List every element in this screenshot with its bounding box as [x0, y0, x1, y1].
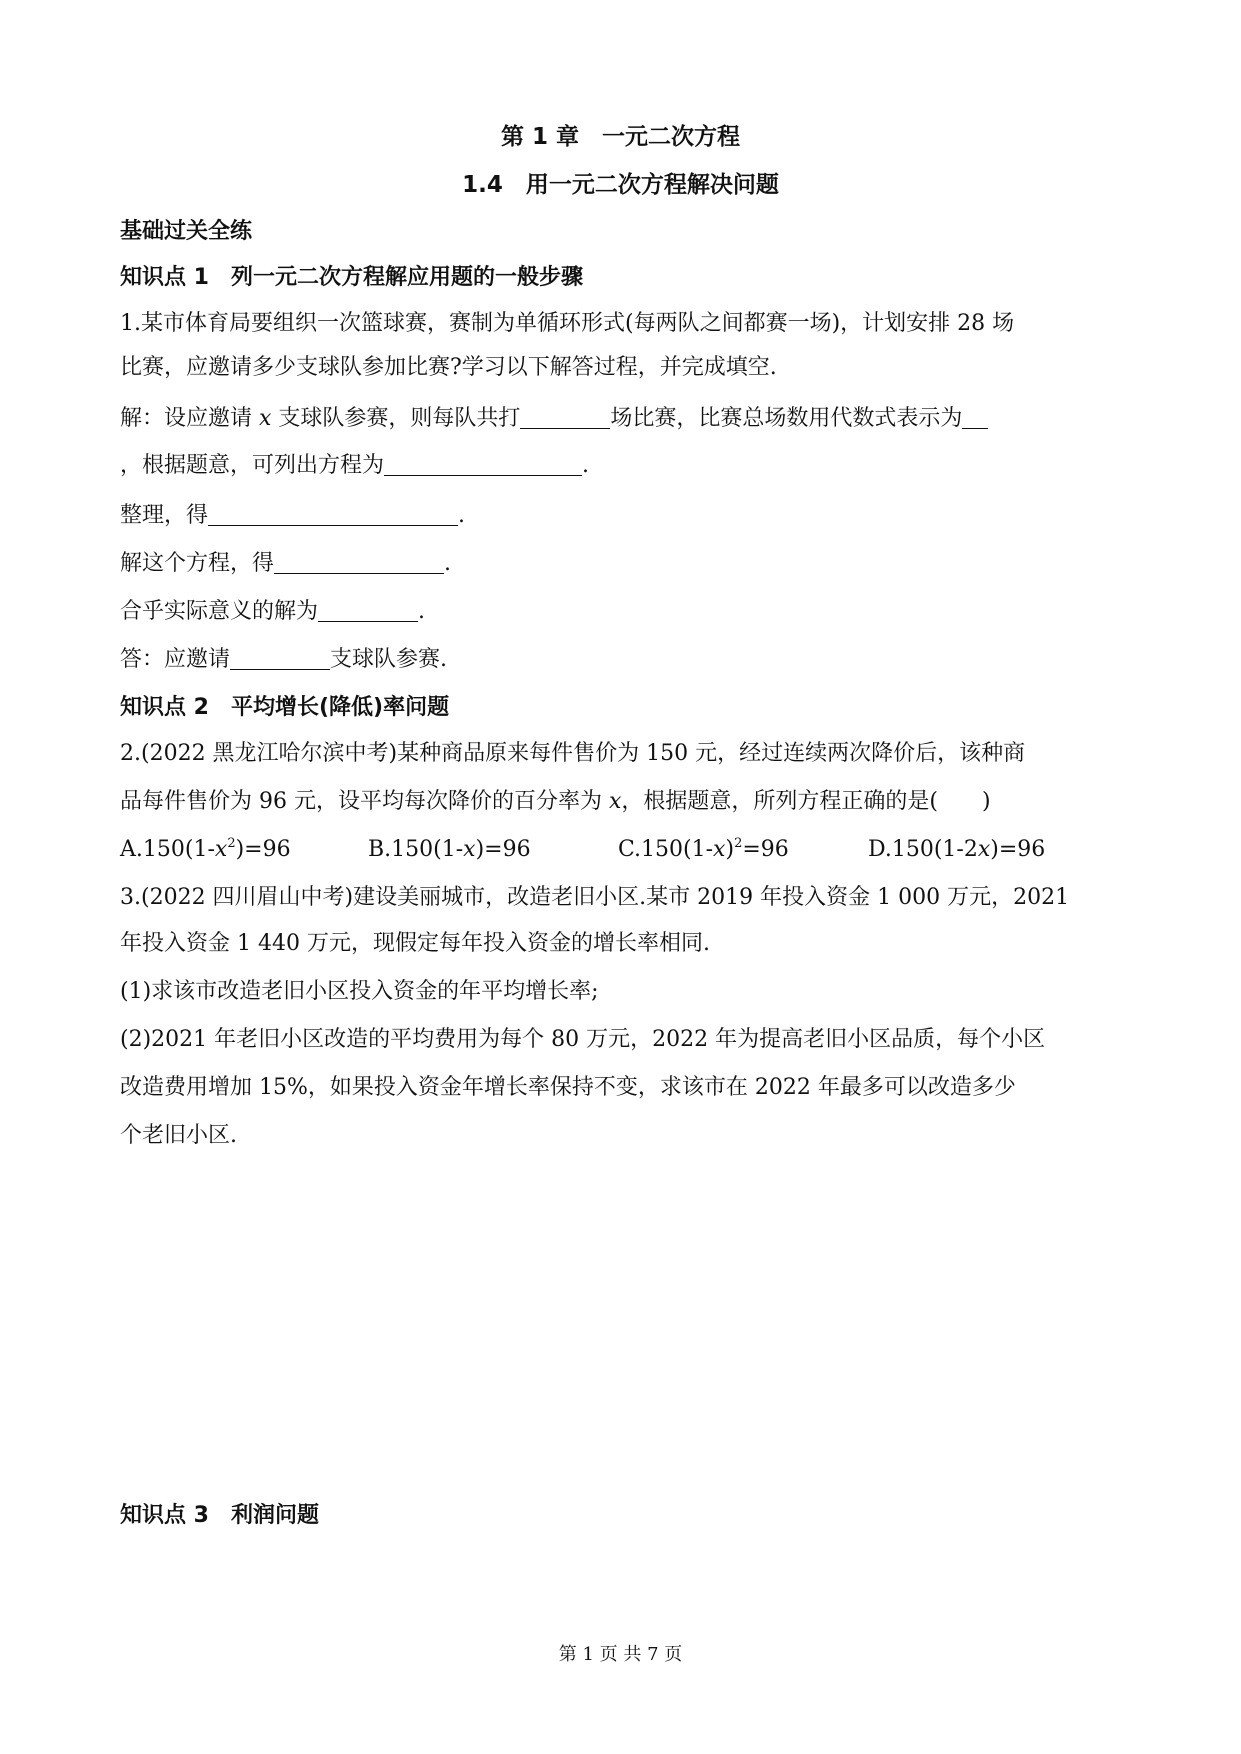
option-c-paren: )	[725, 837, 735, 862]
question-2-line-1: 2.(2022 黑龙江哈尔滨中考)某种商品原来每件售价为 150 元，经过连续两次降价后，该种商	[120, 741, 1026, 766]
equation-blank[interactable]	[384, 453, 582, 476]
option-a-tail: )=96	[235, 837, 291, 862]
valid-solution-blank[interactable]	[318, 599, 418, 622]
solution-text-c: 场比赛，比赛总场数用代数式表示为	[610, 406, 963, 431]
option-c-text: C.150(1-	[618, 837, 714, 862]
step-valid-label: 合乎实际意义的解为	[120, 599, 319, 624]
step-solve-label: 解这个方程，得	[120, 551, 275, 576]
period: .	[444, 551, 452, 576]
section-title-text: 1.4 用一元二次方程解决问题	[462, 172, 779, 198]
option-c[interactable]	[618, 834, 789, 866]
answer-text-a: 答：应邀请	[120, 647, 231, 672]
period: .	[582, 453, 590, 478]
option-a-text: A.150(1-	[120, 837, 215, 862]
option-d[interactable]	[868, 834, 1045, 866]
games-per-team-blank[interactable]	[520, 406, 610, 429]
answer-line	[120, 644, 1130, 676]
knowledge-point-2-heading: 知识点 2 平均增长(降低)率问题	[120, 695, 450, 720]
question-3-part-2-line-3: 个老旧小区.	[120, 1123, 237, 1148]
solutions-blank[interactable]	[274, 551, 444, 574]
option-d-tail: )=96	[990, 837, 1046, 862]
section-title	[0, 166, 1241, 199]
solution-variable: x	[259, 406, 272, 431]
option-b-tail: )=96	[475, 837, 531, 862]
option-d-text: D.150(1-2	[868, 837, 978, 862]
option-b-variable: x	[463, 837, 476, 862]
question-1-line-1: 1.某市体育局要组织一次篮球赛，赛制为单循环形式(每两队之间都赛一场)，计划安排 28 场	[120, 311, 1015, 336]
option-c-variable: x	[713, 837, 726, 862]
step-solve-line	[120, 548, 1130, 580]
page-footer: 第 1 页 共 7 页	[558, 1644, 683, 1665]
option-c-exponent: 2	[734, 836, 743, 851]
period: .	[458, 503, 466, 528]
option-b-text: B.150(1-	[368, 837, 464, 862]
step-simplify-label: 整理，得	[120, 503, 209, 528]
option-a-exponent: 2	[227, 836, 236, 851]
option-c-tail: =96	[742, 837, 789, 862]
solution-line-2	[120, 450, 1130, 482]
question-3-line-1: 3.(2022 四川眉山中考)建设美丽城市，改造老旧小区.某市 2019 年投入资金 1 000 万元，2021	[120, 885, 1070, 910]
question-2-text-b: ，根据题意，所列方程正确的是( )	[621, 789, 991, 814]
total-games-expression-blank[interactable]	[962, 406, 988, 429]
simplified-equation-blank[interactable]	[208, 503, 458, 526]
solution-text-b: 支球队参赛，则每队共打	[271, 406, 521, 431]
option-a-variable: x	[214, 837, 228, 862]
question-2-line-2	[120, 786, 1130, 818]
question-3-part-2-line-1: (2)2021 年老旧小区改造的平均费用为每个 80 万元，2022 年为提高老旧小区品质，每个小区	[120, 1027, 1046, 1052]
knowledge-point-3-heading: 知识点 3 利润问题	[120, 1503, 319, 1528]
solution-text-a: 解：设应邀请	[120, 406, 259, 431]
period: .	[418, 599, 426, 624]
question-3-part-2-line-2: 改造费用增加 15%，如果投入资金年增长率保持不变，求该市在 2022 年最多可以改造多少	[120, 1075, 1016, 1100]
step-simplify-line	[120, 500, 1130, 532]
chapter-title: 第 1 章 一元二次方程	[500, 124, 741, 150]
answer-text-b: 支球队参赛.	[330, 647, 448, 672]
solution-line-1	[120, 403, 1130, 435]
step-valid-solution-line	[120, 596, 1130, 628]
question-1-line-2: 比赛，应邀请多少支球队参加比赛?学习以下解答过程，并完成填空.	[120, 355, 777, 380]
option-b[interactable]	[368, 834, 531, 866]
solution-text-d: ，根据题意，可列出方程为	[120, 453, 385, 478]
answer-teams-blank[interactable]	[230, 647, 330, 670]
knowledge-point-1-heading: 知识点 1 列一元二次方程解应用题的一般步骤	[120, 265, 583, 290]
question-3-line-2: 年投入资金 1 440 万元，现假定每年投入资金的增长率相同.	[120, 931, 710, 956]
option-d-variable: x	[977, 837, 991, 862]
question-3-part-1: (1)求该市改造老旧小区投入资金的年平均增长率;	[120, 979, 599, 1004]
question-2-variable: x	[608, 789, 622, 814]
practice-heading: 基础过关全练	[120, 219, 253, 244]
question-2-text-a: 品每件售价为 96 元，设平均每次降价的百分率为	[120, 789, 609, 814]
option-a[interactable]	[120, 834, 291, 866]
